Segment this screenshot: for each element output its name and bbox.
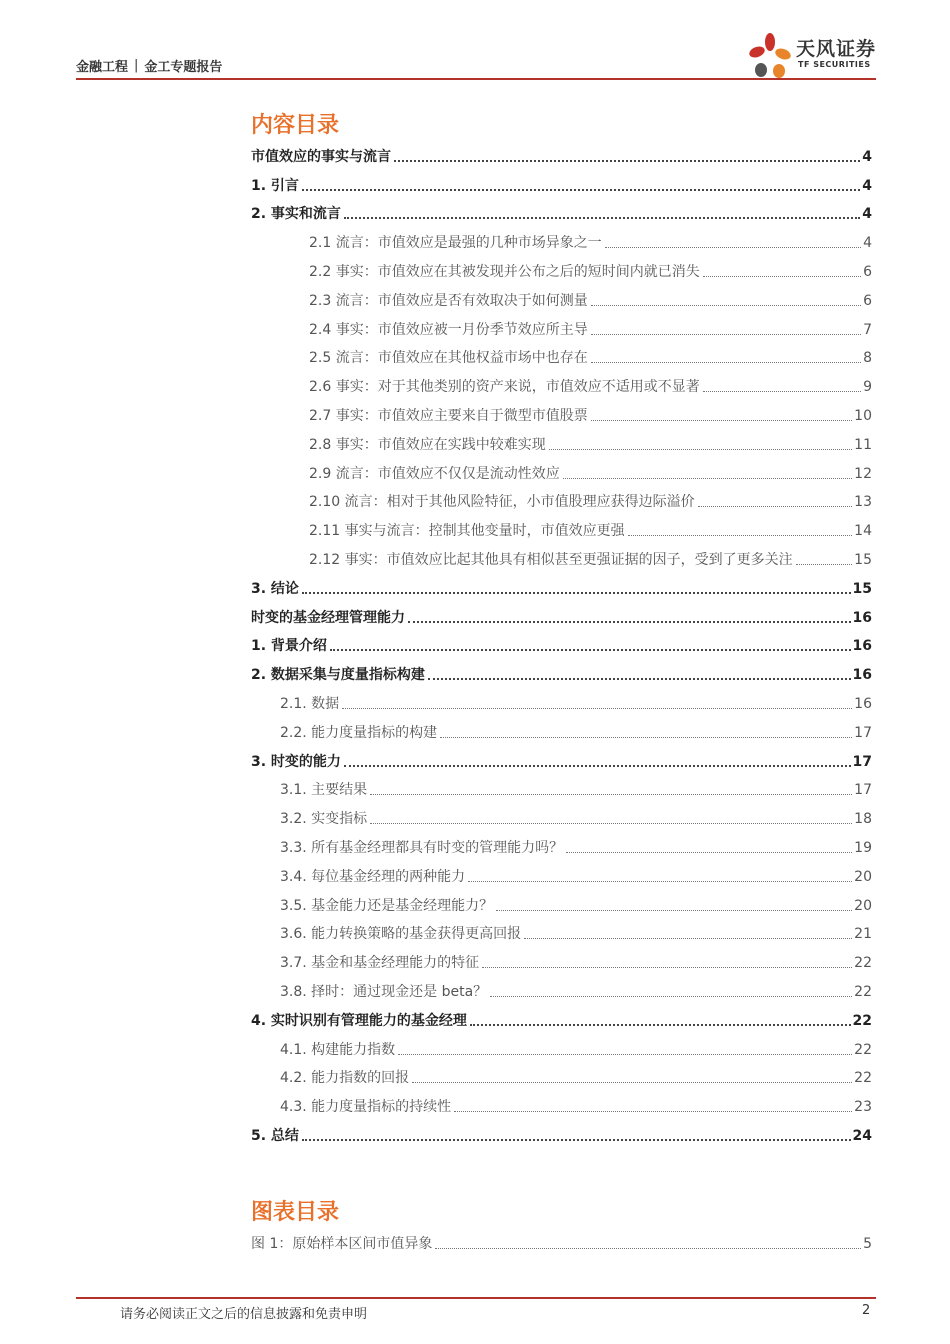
dot-leader: [703, 276, 861, 277]
toc-entry[interactable]: [251, 861, 872, 890]
logo-petal-right: [774, 47, 792, 62]
entry-label: 4.2. 能力指数的回报: [280, 1070, 410, 1087]
entry-label: 2.2. 能力度量指标的构建: [280, 724, 438, 741]
toc-title: 内容目录: [251, 113, 340, 138]
logo-english: TF SECURITIES: [798, 60, 871, 69]
tf-securities-logo: [748, 32, 878, 82]
entry-page: 20: [854, 897, 872, 914]
entry-page: 16: [854, 695, 872, 712]
toc-entry[interactable]: [251, 1063, 872, 1092]
entry-page: 4: [862, 148, 872, 165]
dot-leader: [302, 592, 851, 594]
entry-page: 14: [854, 523, 872, 540]
entry-page: 18: [854, 811, 872, 828]
entry-label: 1. 背景介绍: [251, 638, 327, 655]
dot-leader: [302, 1139, 851, 1141]
entry-page: 13: [854, 494, 872, 511]
entry-label: 时变的基金经理管理能力: [251, 609, 405, 626]
toc-entry[interactable]: [251, 141, 872, 170]
entry-page: 8: [863, 350, 872, 367]
entry-label: 4. 实时识别有管理能力的基金经理: [251, 1012, 467, 1029]
entry-label: 2.5 流言：市值效应在其他权益市场中也存在: [309, 350, 588, 367]
toc-entry[interactable]: [251, 947, 872, 976]
dot-leader: [605, 247, 861, 248]
toc-entry[interactable]: [251, 285, 872, 314]
dot-leader: [412, 1082, 852, 1083]
figure-entry[interactable]: [251, 1228, 872, 1257]
dot-leader: [330, 649, 851, 651]
toc-entry[interactable]: [251, 976, 872, 1005]
figures-title: 图表目录: [251, 1200, 340, 1225]
toc-entry[interactable]: [251, 1120, 872, 1149]
entry-page: 20: [854, 868, 872, 885]
entry-page: 6: [863, 292, 872, 309]
entry-label: 2.4 事实：市值效应被一月份季节效应所主导: [309, 321, 588, 338]
dot-leader: [549, 449, 852, 450]
entry-page: 12: [854, 465, 872, 482]
dot-leader: [370, 823, 852, 824]
dot-leader: [563, 478, 852, 479]
toc-entry[interactable]: [251, 343, 872, 372]
toc-entry[interactable]: [251, 227, 872, 256]
dot-leader: [428, 678, 851, 680]
toc-entry[interactable]: [251, 1005, 872, 1034]
entry-label: 2.9 流言：市值效应不仅仅是流动性效应: [309, 465, 560, 482]
entry-page: 23: [854, 1099, 872, 1116]
entry-label: 3.1. 主要结果: [280, 782, 368, 799]
entry-label: 3.6. 能力转换策略的基金获得更高回报: [280, 926, 522, 943]
toc-entry[interactable]: [251, 1034, 872, 1063]
dot-leader: [344, 217, 860, 219]
dot-leader: [344, 765, 851, 767]
entry-label: 图 1：原始样本区间市值异象: [251, 1235, 433, 1252]
dot-leader: [490, 996, 852, 997]
entry-label: 3. 结论: [251, 580, 299, 597]
toc-entry[interactable]: [251, 515, 872, 544]
entry-page: 16: [852, 638, 872, 655]
entry-page: 15: [854, 551, 872, 568]
entry-label: 3.4. 每位基金经理的两种能力: [280, 868, 466, 885]
flower-logo-icon: [748, 32, 794, 82]
toc-entry[interactable]: [251, 170, 872, 199]
entry-page: 11: [854, 436, 872, 453]
header-rule: [76, 78, 876, 80]
entry-label: 市值效应的事实与流言: [251, 148, 391, 165]
dot-leader: [698, 506, 853, 507]
dot-leader: [454, 1111, 852, 1112]
entry-page: 19: [854, 839, 872, 856]
dot-leader: [470, 1024, 851, 1026]
header-report-type: 金工专题报告: [144, 60, 223, 75]
entry-page: 16: [852, 609, 872, 626]
entry-label: 3.2. 实变指标: [280, 811, 368, 828]
entry-page: 22: [854, 983, 872, 1000]
dot-leader: [591, 305, 861, 306]
dot-leader: [398, 1054, 852, 1055]
toc-entry[interactable]: [251, 890, 872, 919]
dot-leader: [342, 708, 852, 709]
dot-leader: [468, 881, 852, 882]
toc-entry[interactable]: [251, 429, 872, 458]
header-separator: |: [134, 58, 139, 73]
page-number: 2: [862, 1303, 871, 1318]
entry-label: 3.3. 所有基金经理都具有时变的管理能力吗？: [280, 839, 564, 856]
entry-page: 22: [854, 955, 872, 972]
report-header: [76, 56, 222, 75]
dot-leader: [370, 794, 852, 795]
toc-entry[interactable]: [251, 544, 872, 573]
toc-entry[interactable]: [251, 919, 872, 948]
entry-label: 2.7 事实：市值效应主要来自于微型市值股票: [309, 407, 588, 424]
dot-leader: [524, 938, 852, 939]
entry-page: 4: [863, 235, 872, 252]
entry-page: 17: [854, 724, 872, 741]
entry-page: 5: [863, 1235, 872, 1252]
toc-entry[interactable]: [251, 631, 872, 660]
dot-leader: [796, 564, 853, 565]
entry-label: 1. 引言: [251, 177, 299, 194]
toc-entry[interactable]: [251, 659, 872, 688]
entry-page: 21: [854, 926, 872, 943]
entry-page: 17: [852, 753, 872, 770]
entry-label: 4.3. 能力度量指标的持续性: [280, 1099, 452, 1116]
toc-entry[interactable]: [251, 602, 872, 631]
dot-leader: [591, 420, 852, 421]
header-dept: 金融工程: [76, 60, 129, 75]
toc-entry[interactable]: [251, 832, 872, 861]
logo-name: 天风证券: [796, 38, 877, 60]
entry-page: 7: [863, 321, 872, 338]
entry-label: 2.11 事实与流言：控制其他变量时，市值效应更强: [309, 523, 625, 540]
toc-entry[interactable]: [251, 400, 872, 429]
dot-leader: [566, 852, 852, 853]
toc-entry[interactable]: [251, 256, 872, 285]
entry-page: 4: [862, 177, 872, 194]
entry-page: 16: [852, 667, 872, 684]
entry-page: 22: [852, 1012, 872, 1029]
toc-entry[interactable]: [251, 487, 872, 516]
dot-leader: [408, 621, 851, 623]
logo-petal-top: [765, 33, 775, 51]
entry-page: 22: [854, 1041, 872, 1058]
toc-entry[interactable]: [251, 775, 872, 804]
entry-label: 3.7. 基金和基金经理能力的特征: [280, 955, 480, 972]
entry-label: 2.3 流言：市值效应是否有效取决于如何测量: [309, 292, 588, 309]
toc-entry[interactable]: [251, 199, 872, 228]
toc-entry[interactable]: [251, 688, 872, 717]
dot-leader: [703, 391, 861, 392]
entry-page: 10: [854, 407, 872, 424]
logo-petal-left: [748, 45, 766, 60]
entry-page: 22: [854, 1070, 872, 1087]
entry-page: 4: [862, 206, 872, 223]
entry-label: 3.8. 择时：通过现金还是 beta？: [280, 983, 488, 1000]
dot-leader: [591, 362, 861, 363]
entry-page: 15: [852, 580, 872, 597]
logo-petal-bottom-left: [755, 63, 767, 77]
entry-label: 2.6 事实：对于其他类别的资产来说，市值效应不适用或不显著: [309, 379, 700, 396]
dot-leader: [302, 189, 860, 191]
entry-label: 3. 时变的能力: [251, 753, 341, 770]
dot-leader: [435, 1248, 861, 1249]
dot-leader: [440, 737, 852, 738]
logo-petal-bottom-right: [773, 64, 785, 78]
figure-list: [251, 1228, 872, 1257]
entry-label: 2.1. 数据: [280, 695, 340, 712]
toc-entry[interactable]: [251, 314, 872, 343]
entry-page: 9: [863, 379, 872, 396]
dot-leader: [496, 910, 852, 911]
toc-entry[interactable]: [251, 458, 872, 487]
toc-entry[interactable]: [251, 1091, 872, 1120]
entry-page: 17: [854, 782, 872, 799]
entry-page: 24: [852, 1127, 872, 1144]
dot-leader: [591, 334, 861, 335]
dot-leader: [394, 160, 860, 162]
entry-label: 2. 数据采集与度量指标构建: [251, 667, 425, 684]
entry-label: 2. 事实和流言: [251, 206, 341, 223]
entry-label: 3.5. 基金能力还是基金经理能力？: [280, 897, 494, 914]
toc-entry[interactable]: [251, 717, 872, 746]
toc-entry[interactable]: [251, 746, 872, 775]
dot-leader: [628, 535, 853, 536]
dot-leader: [482, 967, 852, 968]
entry-label: 4.1. 构建能力指数: [280, 1041, 396, 1058]
entry-label: 2.8 事实：市值效应在实践中较难实现: [309, 436, 546, 453]
entry-label: 2.12 事实：市值效应比起其他具有相似甚至更强证据的因子，受到了更多关注: [309, 551, 793, 568]
entry-label: 2.10 流言：相对于其他风险特征，小市值股理应获得边际溢价: [309, 494, 695, 511]
footer-disclaimer: 请务必阅读正文之后的信息披露和免责申明: [120, 1307, 368, 1322]
table-of-contents: [251, 141, 872, 1149]
toc-entry[interactable]: [251, 803, 872, 832]
entry-label: 5. 总结: [251, 1127, 299, 1144]
footer-rule: [76, 1297, 876, 1299]
entry-page: 6: [863, 263, 872, 280]
entry-label: 2.1 流言：市值效应是最强的几种市场异象之一: [309, 235, 602, 252]
toc-entry[interactable]: [251, 371, 872, 400]
logo-center: [766, 55, 774, 63]
entry-label: 2.2 事实：市值效应在其被发现并公布之后的短时间内就已消失: [309, 263, 700, 280]
toc-entry[interactable]: [251, 573, 872, 602]
